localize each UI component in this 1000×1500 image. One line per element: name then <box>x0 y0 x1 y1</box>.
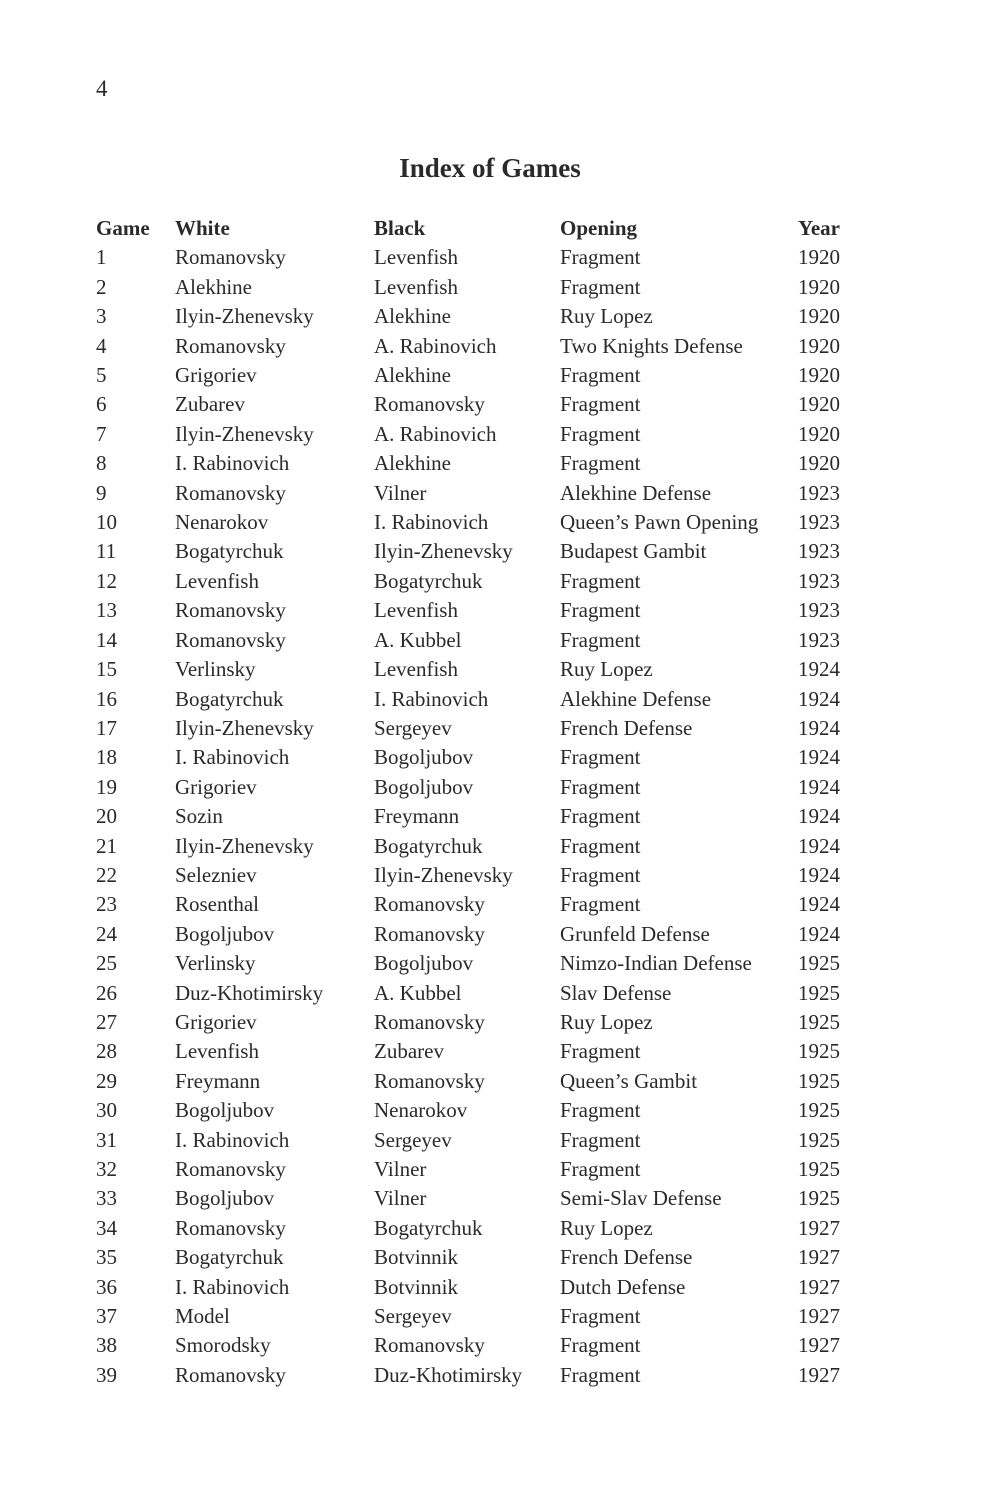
black-player-cell: Ilyin-Zhenevsky <box>374 539 513 564</box>
year-cell: 1923 <box>798 627 840 652</box>
year-cell: 1920 <box>798 451 840 476</box>
opening-cell: Semi-Slav Defense <box>560 1186 722 1211</box>
white-player-cell: Ilyin-Zhenevsky <box>175 715 314 740</box>
table-row <box>96 1155 858 1184</box>
table-row <box>96 773 858 802</box>
white-player-cell: Romanovsky <box>175 333 286 358</box>
table-row <box>96 685 858 714</box>
opening-cell: Fragment <box>560 1362 641 1387</box>
black-player-cell: I. Rabinovich <box>374 686 489 711</box>
white-player-cell: Grigoriev <box>175 1009 257 1034</box>
year-cell: 1925 <box>798 1157 840 1181</box>
table-row <box>96 920 858 949</box>
year-cell: 1920 <box>798 363 840 388</box>
game-number-cell: 22 <box>96 862 117 887</box>
year-cell: 1927 <box>798 1274 840 1299</box>
game-number-cell: 20 <box>96 804 117 829</box>
black-player-cell: Zubarev <box>374 1039 444 1064</box>
game-number-cell: 34 <box>96 1215 117 1240</box>
white-player-cell: Romanovsky <box>175 1215 286 1240</box>
black-player-cell: Alekhine <box>374 363 451 388</box>
game-number-cell: 8 <box>96 451 107 476</box>
white-player-cell: Romanovsky <box>175 245 286 270</box>
black-player-cell: Bogoljubov <box>374 745 474 770</box>
game-number-cell: 37 <box>96 1304 117 1329</box>
opening-cell: Ruy Lopez <box>560 1215 653 1240</box>
opening-cell: Fragment <box>560 1127 641 1152</box>
year-cell: 1927 <box>798 1304 840 1329</box>
black-player-cell: Vilner <box>374 1157 427 1181</box>
table-row <box>96 626 858 655</box>
year-cell: 1927 <box>798 1333 840 1358</box>
black-player-cell: Levenfish <box>374 657 458 682</box>
opening-cell: Fragment <box>560 833 641 858</box>
table-row <box>96 449 858 478</box>
game-number-cell: 39 <box>96 1362 117 1387</box>
year-cell: 1924 <box>798 745 840 770</box>
game-number-cell: 17 <box>96 715 117 740</box>
black-player-cell: Ilyin-Zhenevsky <box>374 862 513 887</box>
black-player-cell: Nenarokov <box>374 1098 468 1123</box>
game-number-cell: 3 <box>96 304 107 329</box>
year-cell: 1923 <box>798 480 840 505</box>
opening-cell: Fragment <box>560 274 641 299</box>
year-cell: 1920 <box>798 421 840 446</box>
black-player-cell: A. Rabinovich <box>374 333 497 358</box>
table-row <box>96 420 858 449</box>
game-number-cell: 25 <box>96 951 117 976</box>
table-row <box>96 596 858 625</box>
table-row <box>96 537 858 566</box>
game-number-cell: 13 <box>96 598 117 623</box>
table-row <box>96 361 858 390</box>
opening-cell: Fragment <box>560 1098 641 1123</box>
table-row <box>96 1331 858 1360</box>
game-number-cell: 19 <box>96 774 117 799</box>
black-player-cell: Romanovsky <box>374 1333 485 1358</box>
game-number-cell: 33 <box>96 1186 117 1211</box>
opening-cell: Fragment <box>560 421 641 446</box>
table-row <box>96 832 858 861</box>
year-cell: 1925 <box>798 980 840 1005</box>
year-cell: 1924 <box>798 686 840 711</box>
opening-cell: Fragment <box>560 1333 641 1358</box>
white-player-cell: Romanovsky <box>175 1362 286 1387</box>
white-player-cell: Duz-Khotimirsky <box>175 980 324 1005</box>
year-cell: 1925 <box>798 1009 840 1034</box>
table-row <box>96 1184 858 1213</box>
opening-cell: Ruy Lopez <box>560 1009 653 1034</box>
opening-cell: Ruy Lopez <box>560 657 653 682</box>
black-player-cell: Sergeyev <box>374 1127 452 1152</box>
year-cell: 1924 <box>798 862 840 887</box>
column-header-white: White <box>175 216 230 240</box>
year-cell: 1927 <box>798 1215 840 1240</box>
black-player-cell: Botvinnik <box>374 1245 459 1270</box>
table-row <box>96 1361 858 1390</box>
year-cell: 1924 <box>798 921 840 946</box>
black-player-cell: Bogoljubov <box>374 951 474 976</box>
black-player-cell: Romanovsky <box>374 1009 485 1034</box>
year-cell: 1925 <box>798 1039 840 1064</box>
black-player-cell: Duz-Khotimirsky <box>374 1362 523 1387</box>
year-cell: 1920 <box>798 245 840 270</box>
year-cell: 1924 <box>798 715 840 740</box>
black-player-cell: Sergeyev <box>374 1304 452 1329</box>
game-number-cell: 10 <box>96 510 117 535</box>
white-player-cell: Romanovsky <box>175 1157 286 1181</box>
game-number-cell: 16 <box>96 686 117 711</box>
black-player-cell: Romanovsky <box>374 392 485 417</box>
black-player-cell: Alekhine <box>374 304 451 329</box>
white-player-cell: Ilyin-Zhenevsky <box>175 304 314 329</box>
table-body <box>96 243 858 1390</box>
white-player-cell: Verlinsky <box>175 951 256 976</box>
game-number-cell: 21 <box>96 833 117 858</box>
white-player-cell: I. Rabinovich <box>175 1127 290 1152</box>
game-number-cell: 30 <box>96 1098 117 1123</box>
table-row <box>96 1067 858 1096</box>
year-cell: 1924 <box>798 833 840 858</box>
opening-cell: Fragment <box>560 451 641 476</box>
game-number-cell: 12 <box>96 568 117 593</box>
table-row <box>96 1008 858 1037</box>
table-row <box>96 861 858 890</box>
year-cell: 1927 <box>798 1362 840 1387</box>
opening-cell: Fragment <box>560 1039 641 1064</box>
column-header-black: Black <box>374 216 426 240</box>
opening-cell: Fragment <box>560 1304 641 1329</box>
opening-cell: Grunfeld Defense <box>560 921 710 946</box>
white-player-cell: I. Rabinovich <box>175 1274 290 1299</box>
game-number-cell: 31 <box>96 1127 117 1152</box>
game-number-cell: 27 <box>96 1009 117 1034</box>
white-player-cell: Bogoljubov <box>175 921 275 946</box>
game-number-cell: 4 <box>96 333 107 358</box>
opening-cell: French Defense <box>560 715 693 740</box>
white-player-cell: Rosenthal <box>175 892 259 917</box>
header-row <box>96 214 858 243</box>
table-row <box>96 1126 858 1155</box>
year-cell: 1925 <box>798 1098 840 1123</box>
game-number-cell: 6 <box>96 392 107 417</box>
white-player-cell: Model <box>175 1304 230 1329</box>
white-player-cell: Smorodsky <box>175 1333 271 1358</box>
table-row <box>96 979 858 1008</box>
white-player-cell: Romanovsky <box>175 627 286 652</box>
black-player-cell: I. Rabinovich <box>374 510 489 535</box>
year-cell: 1925 <box>798 1186 840 1211</box>
white-player-cell: Freymann <box>175 1068 261 1093</box>
white-player-cell: Levenfish <box>175 1039 259 1064</box>
game-number-cell: 32 <box>96 1157 117 1181</box>
table-row <box>96 1214 858 1243</box>
black-player-cell: Freymann <box>374 804 460 829</box>
white-player-cell: Romanovsky <box>175 598 286 623</box>
column-header-opening: Opening <box>560 216 638 240</box>
white-player-cell: Grigoriev <box>175 363 257 388</box>
year-cell: 1925 <box>798 1127 840 1152</box>
table-header <box>96 214 858 243</box>
year-cell: 1923 <box>798 598 840 623</box>
game-number-cell: 15 <box>96 657 117 682</box>
year-cell: 1920 <box>798 333 840 358</box>
year-cell: 1923 <box>798 568 840 593</box>
black-player-cell: Vilner <box>374 480 427 505</box>
black-player-cell: Bogatyrchuk <box>374 1215 483 1240</box>
opening-cell: Queen’s Gambit <box>560 1068 698 1093</box>
table-row <box>96 243 858 272</box>
black-player-cell: Levenfish <box>374 245 458 270</box>
black-player-cell: A. Kubbel <box>374 627 462 652</box>
opening-cell: Nimzo-Indian Defense <box>560 951 752 976</box>
opening-cell: French Defense <box>560 1245 693 1270</box>
year-cell: 1920 <box>798 274 840 299</box>
white-player-cell: Romanovsky <box>175 480 286 505</box>
year-cell: 1925 <box>798 1068 840 1093</box>
game-number-cell: 5 <box>96 363 107 388</box>
year-cell: 1924 <box>798 892 840 917</box>
game-number-cell: 7 <box>96 421 107 446</box>
year-cell: 1920 <box>798 392 840 417</box>
black-player-cell: Sergeyev <box>374 715 452 740</box>
black-player-cell: Levenfish <box>374 274 458 299</box>
table-row <box>96 567 858 596</box>
year-cell: 1920 <box>798 304 840 329</box>
black-player-cell: Bogatyrchuk <box>374 833 483 858</box>
white-player-cell: I. Rabinovich <box>175 745 290 770</box>
game-number-cell: 9 <box>96 480 107 505</box>
opening-cell: Fragment <box>560 392 641 417</box>
opening-cell: Fragment <box>560 774 641 799</box>
white-player-cell: Bogatyrchuk <box>175 539 284 564</box>
year-cell: 1925 <box>798 951 840 976</box>
year-cell: 1924 <box>798 774 840 799</box>
white-player-cell: Bogoljubov <box>175 1186 275 1211</box>
table-row <box>96 479 858 508</box>
black-player-cell: A. Rabinovich <box>374 421 497 446</box>
table-row <box>96 743 858 772</box>
year-cell: 1924 <box>798 804 840 829</box>
black-player-cell: Botvinnik <box>374 1274 459 1299</box>
table-row <box>96 1302 858 1331</box>
table-row <box>96 714 858 743</box>
white-player-cell: Verlinsky <box>175 657 256 682</box>
table-row <box>96 332 858 361</box>
game-number-cell: 11 <box>96 539 117 564</box>
year-cell: 1924 <box>798 657 840 682</box>
black-player-cell: Bogoljubov <box>374 774 474 799</box>
white-player-cell: Bogatyrchuk <box>175 1245 284 1270</box>
black-player-cell: A. Kubbel <box>374 980 462 1005</box>
game-number-cell: 35 <box>96 1245 117 1270</box>
game-number-cell: 24 <box>96 921 117 946</box>
white-player-cell: Alekhine <box>175 274 252 299</box>
game-number-cell: 26 <box>96 980 117 1005</box>
opening-cell: Alekhine Defense <box>560 480 712 505</box>
page-title: Index of Games <box>399 153 581 183</box>
year-cell: 1923 <box>798 539 840 564</box>
white-player-cell: Grigoriev <box>175 774 257 799</box>
game-number-cell: 29 <box>96 1068 117 1093</box>
black-player-cell: Bogatyrchuk <box>374 568 483 593</box>
white-player-cell: Ilyin-Zhenevsky <box>175 421 314 446</box>
table-row <box>96 302 858 331</box>
table-row <box>96 1096 858 1125</box>
opening-cell: Alekhine Defense <box>560 686 712 711</box>
black-player-cell: Alekhine <box>374 451 451 476</box>
opening-cell: Ruy Lopez <box>560 304 653 329</box>
opening-cell: Budapest Gambit <box>560 539 707 564</box>
black-player-cell: Romanovsky <box>374 1068 485 1093</box>
game-number-cell: 1 <box>96 245 107 270</box>
table-row <box>96 949 858 978</box>
table-row <box>96 1243 858 1272</box>
table-row <box>96 273 858 302</box>
game-number-cell: 23 <box>96 892 117 917</box>
game-number-cell: 14 <box>96 627 117 652</box>
black-player-cell: Levenfish <box>374 598 458 623</box>
opening-cell: Fragment <box>560 862 641 887</box>
opening-cell: Queen’s Pawn Opening <box>560 510 759 535</box>
white-player-cell: Levenfish <box>175 568 259 593</box>
table-row <box>96 390 858 419</box>
opening-cell: Fragment <box>560 598 641 623</box>
opening-cell: Fragment <box>560 363 641 388</box>
game-number-cell: 38 <box>96 1333 117 1358</box>
table-row <box>96 655 858 684</box>
table-row <box>96 890 858 919</box>
opening-cell: Dutch Defense <box>560 1274 686 1299</box>
table-row <box>96 1037 858 1066</box>
table-row <box>96 802 858 831</box>
column-header-year: Year <box>798 216 840 240</box>
opening-cell: Fragment <box>560 1157 641 1181</box>
white-player-cell: Ilyin-Zhenevsky <box>175 833 314 858</box>
white-player-cell: I. Rabinovich <box>175 451 290 476</box>
white-player-cell: Bogoljubov <box>175 1098 275 1123</box>
opening-cell: Fragment <box>560 745 641 770</box>
table-row <box>96 1273 858 1302</box>
game-number-cell: 18 <box>96 745 117 770</box>
opening-cell: Fragment <box>560 245 641 270</box>
white-player-cell: Zubarev <box>175 392 245 417</box>
game-number-cell: 36 <box>96 1274 117 1299</box>
black-player-cell: Romanovsky <box>374 921 485 946</box>
opening-cell: Fragment <box>560 627 641 652</box>
black-player-cell: Vilner <box>374 1186 427 1211</box>
games-index-table <box>96 214 858 1390</box>
white-player-cell: Nenarokov <box>175 510 269 535</box>
game-number-cell: 2 <box>96 274 107 299</box>
opening-cell: Fragment <box>560 892 641 917</box>
opening-cell: Fragment <box>560 804 641 829</box>
year-cell: 1927 <box>798 1245 840 1270</box>
column-header-game: Game <box>96 216 150 240</box>
opening-cell: Fragment <box>560 568 641 593</box>
white-player-cell: Selezniev <box>175 862 257 887</box>
white-player-cell: Bogatyrchuk <box>175 686 284 711</box>
opening-cell: Slav Defense <box>560 980 672 1005</box>
black-player-cell: Romanovsky <box>374 892 485 917</box>
year-cell: 1923 <box>798 510 840 535</box>
table-row <box>96 508 858 537</box>
white-player-cell: Sozin <box>175 804 223 829</box>
game-number-cell: 28 <box>96 1039 117 1064</box>
opening-cell: Two Knights Defense <box>560 333 743 358</box>
page-number: 4 <box>96 76 108 101</box>
